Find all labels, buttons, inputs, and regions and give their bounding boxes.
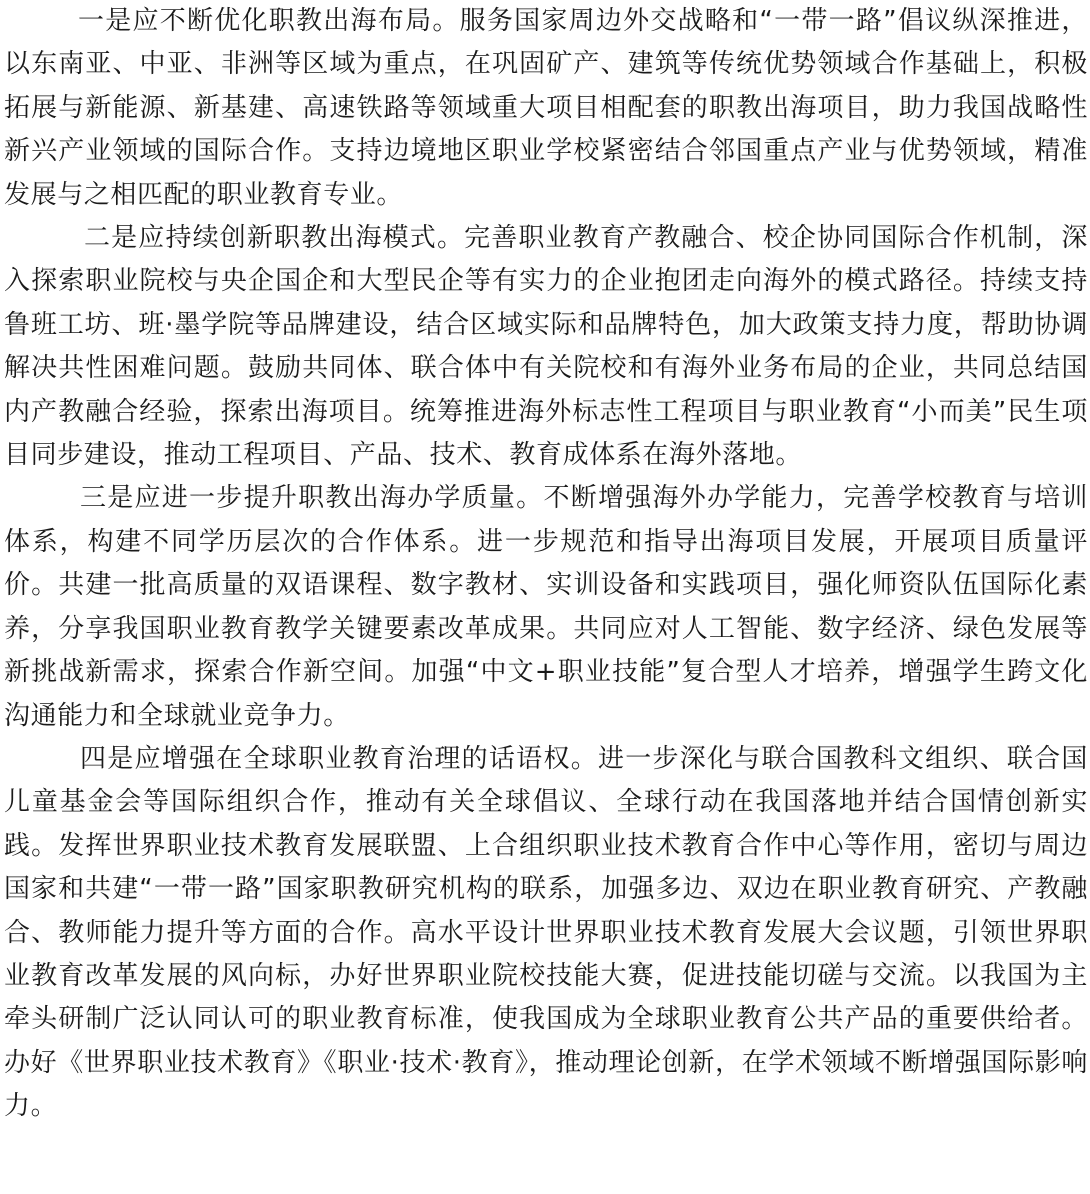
paragraph-3: 三是应进一步提升职教出海办学质量。不断增强海外办学能力，完善学校教育与培训体系，构建不同学历层次的合作体系。进一步规范和指导出海项目发展，开展项目质量评价。共建一批高质量的双语课程、数字教材、实训设备和实践项目，强化师资队伍国际化素养，分享我国职业教育教学关键要素改革成果。共同应对人工智能、数字经济、绿色发展等新挑战新需求，探索合作新空间。加强“中文+职业技能”复合型人才培养，增强学生跨文化沟通能力和全球就业竞争力。 (4, 483, 1088, 731)
article-body (4, 0, 1088, 1129)
paragraph-2: 二是应持续创新职教出海模式。完善职业教育产教融合、校企协同国际合作机制，深入探索职业院校与央企国企和大型民企等有实力的企业抱团走向海外的模式路径。持续支持鲁班工坊、班·墨学院等品牌建设，结合区域实际和品牌特色，加大政策支持力度，帮助协调解决共性困难问题。鼓励共同体、联合体中有关院校和有海外业务布局的企业，共同总结国内产教融合经验，探索出海项目。统筹推进海外标志性工程项目与职业教育“小而美”民生项目同步建设，推动工程项目、产品、技术、教育成体系在海外落地。 (4, 223, 1088, 471)
paragraph-1: 一是应不断优化职教出海布局。服务国家周边外交战略和“一带一路”倡议纵深推进，以东南亚、中亚、非洲等区域为重点，在巩固矿产、建筑等传统优势领域合作基础上，积极拓展与新能源、新基建、高速铁路等领域重大项目相配套的职教出海项目，助力我国战略性新兴产业领域的国际合作。支持边境地区职业学校紧密结合邻国重点产业与优势领域，精准发展与之相匹配的职业教育专业。 (4, 6, 1088, 210)
paragraph-4: 四是应增强在全球职业教育治理的话语权。进一步深化与联合国教科文组织、联合国儿童基金会等国际组织合作，推动有关全球倡议、全球行动在我国落地并结合国情创新实践。发挥世界职业技术教育发展联盟、上合组织职业技术教育合作中心等作用，密切与周边国家和共建“一带一路”国家职教研究机构的联系，加强多边、双边在职业教育研究、产教融合、教师能力提升等方面的合作。高水平设计世界职业技术教育发展大会议题，引领世界职业教育改革发展的风向标，办好世界职业院校技能大赛，促进技能切磋与交流。以我国为主牵头研制广泛认同认可的职业教育标准，使我国成为全球职业教育公共产品的重要供给者。办好《世界职业技术教育》《职业·技术·教育》，推动理论创新，在学术领域不断增强国际影响力。 (4, 743, 1088, 1122)
